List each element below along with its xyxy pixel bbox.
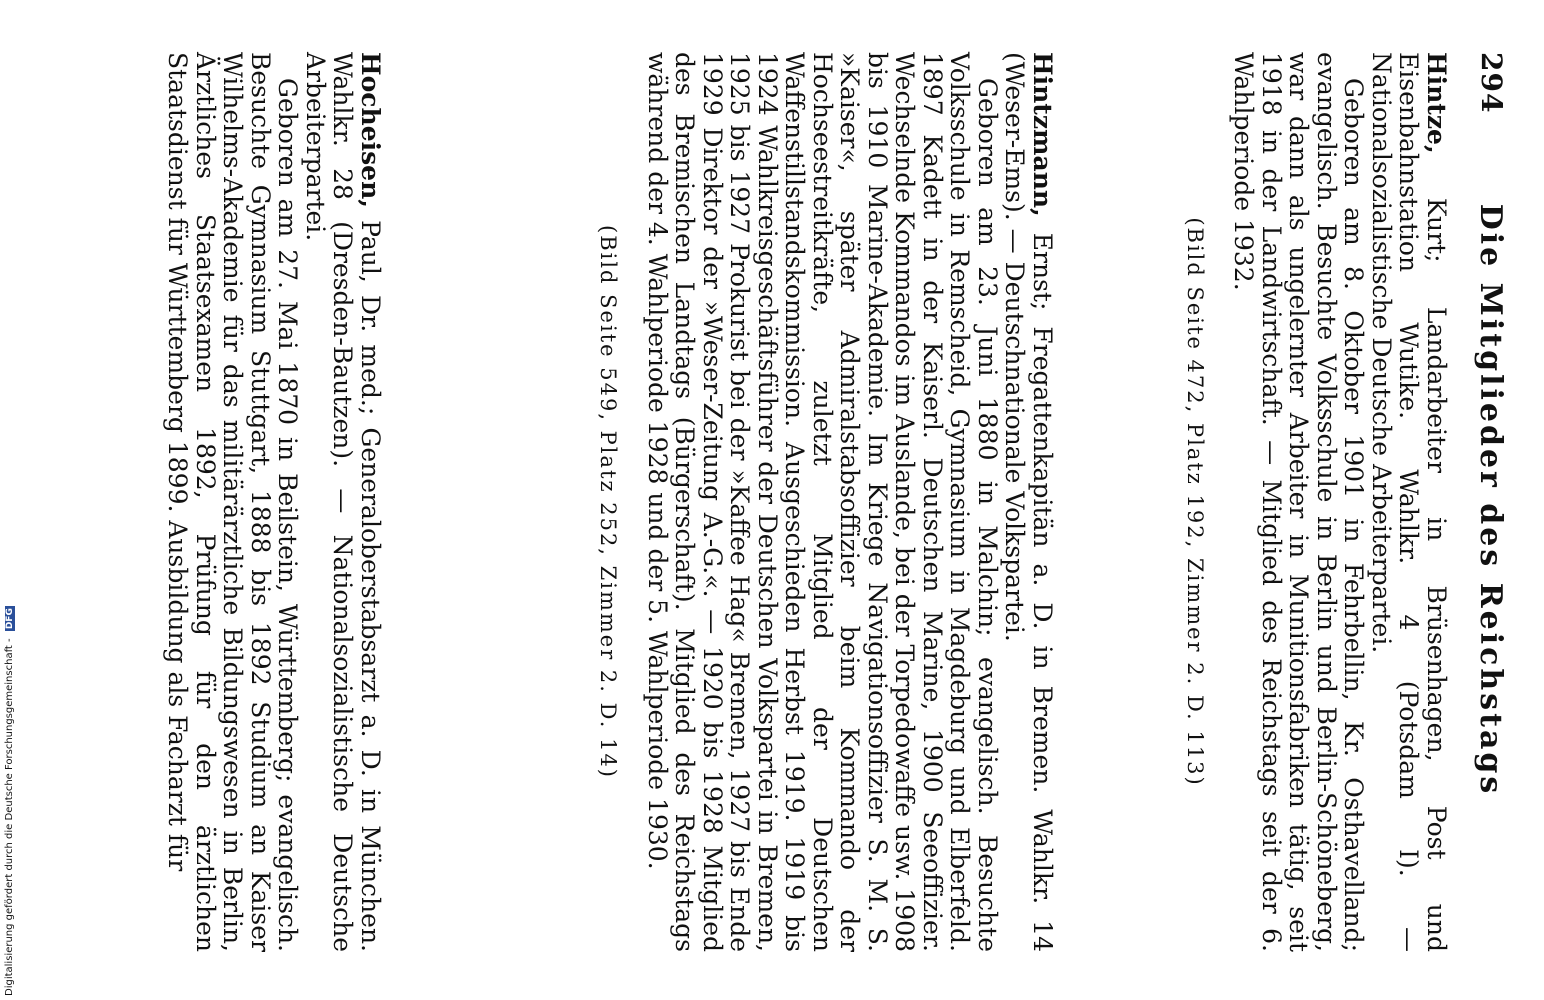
member-header: Kurt; Landarbeiter in Brüsenhagen, Post und Eisenbahnstation Wutike. Wahlkr. 4 (Potsdam I). — Nationalsozialistische Deutsche Arbeiterpartei. xyxy=(1367,52,1451,952)
member-biography: Geboren am 27. Mai 1870 in Beilstein, Württemberg; evangelisch. Besuchte Gymnasium Stuttgart, 1888 bis 1892 Studium an Kaiser Wilhelms-Akademie für das militärärztliche Bildungswesen in Berlin, Ärztliches Staatsexamen 1892, Prüfung für den ärztlichen Staatsdienst für Württemberg 1899. Ausbildung als Facharzt für xyxy=(163,52,303,952)
member-name: Hintzmann, xyxy=(1028,52,1057,217)
member-entry xyxy=(164,52,384,952)
dfg-logo: DFG xyxy=(5,608,15,630)
member-entry xyxy=(594,52,1056,952)
member-name: Hintze, xyxy=(1422,52,1451,154)
photo-reference: (Bild Seite 549, Platz 252, Zimmer 2. D. 14) xyxy=(596,225,621,779)
digitization-credit xyxy=(4,608,18,996)
member-header: Paul, Dr. med.; Generaloberstabsarzt a. D. in München. Wahlkr. 28 (Dresden-Bautzen). — Nationalsozialistische Deutsche Arbeiterpartei. xyxy=(301,52,385,952)
member-name: Hocheisen, xyxy=(356,52,385,208)
member-biography: Geboren am 8. Oktober 1901 in Fehrbellin, Kr. Osthavelland; evangelisch. Besuchte Volksschule in Berlin und Berlin-Schöneberg, war dann als ungelernter Arbeiter in Munitionsfabriken tätig, seit 1918 in der Landwirtschaft. — Mitglied des Reichstags seit der 6. Wahlperiode 1932. xyxy=(1229,52,1369,952)
page-title: Die Mitglieder des Reichstags xyxy=(1473,203,1508,797)
member-entry xyxy=(1181,52,1451,952)
member-biography: Geboren am 23. Juni 1880 in Malchin; evangelisch. Besuchte Volksschule in Remscheid, Gymnasium in Magdeburg und Elberfeld. 1897 Kadett in der Kaiserl. Deutschen Marine, 1900 Seeoffizier. Wechselnde Kommandos im Auslande, bei der Torpedowaffe usw. 1908 bis 1910 Marine-Akademie. Im Kriege Navigationsoffizier S. M. S. »Kaiser«, später Admiralstabsoffizier beim Kommando der Hochseestreitkräfte, zuletzt Mitglied der Deutschen Waffenstillstandskommission. Ausgeschieden Herbst 1919. 1919 bis 1924 Wahlkreisgeschäftsführer der Deutschen Volkspartei in Bremen, 1925 bis 1927 Prokurist bei der »Kaffee Hag« Bremen, 1927 bis Ende 1929 Direktor der »Weser-Zeitung A.-G.«. — 1920 bis 1928 Mitglied des Bremischen Landtags (Bürgerschaft). Mitglied des Reichstags während der 4. Wahlperiode 1928 und der 5. Wahlperiode 1930. xyxy=(643,52,1002,952)
photo-reference: (Bild Seite 472, Platz 192, Zimmer 2. D. 113) xyxy=(1183,217,1207,787)
digitization-credit-text: Digitalisierung gefördert durch die Deutsche Forschungsgemeinschaft - xyxy=(4,638,15,996)
page-number: 294 xyxy=(1475,52,1508,114)
member-header: Ernst; Fregattenkapitän a. D. in Bremen. Wahlkr. 14 (Weser-Ems). — Deutschnationale Volkspartei. xyxy=(1000,52,1057,952)
running-head xyxy=(1468,52,1508,948)
